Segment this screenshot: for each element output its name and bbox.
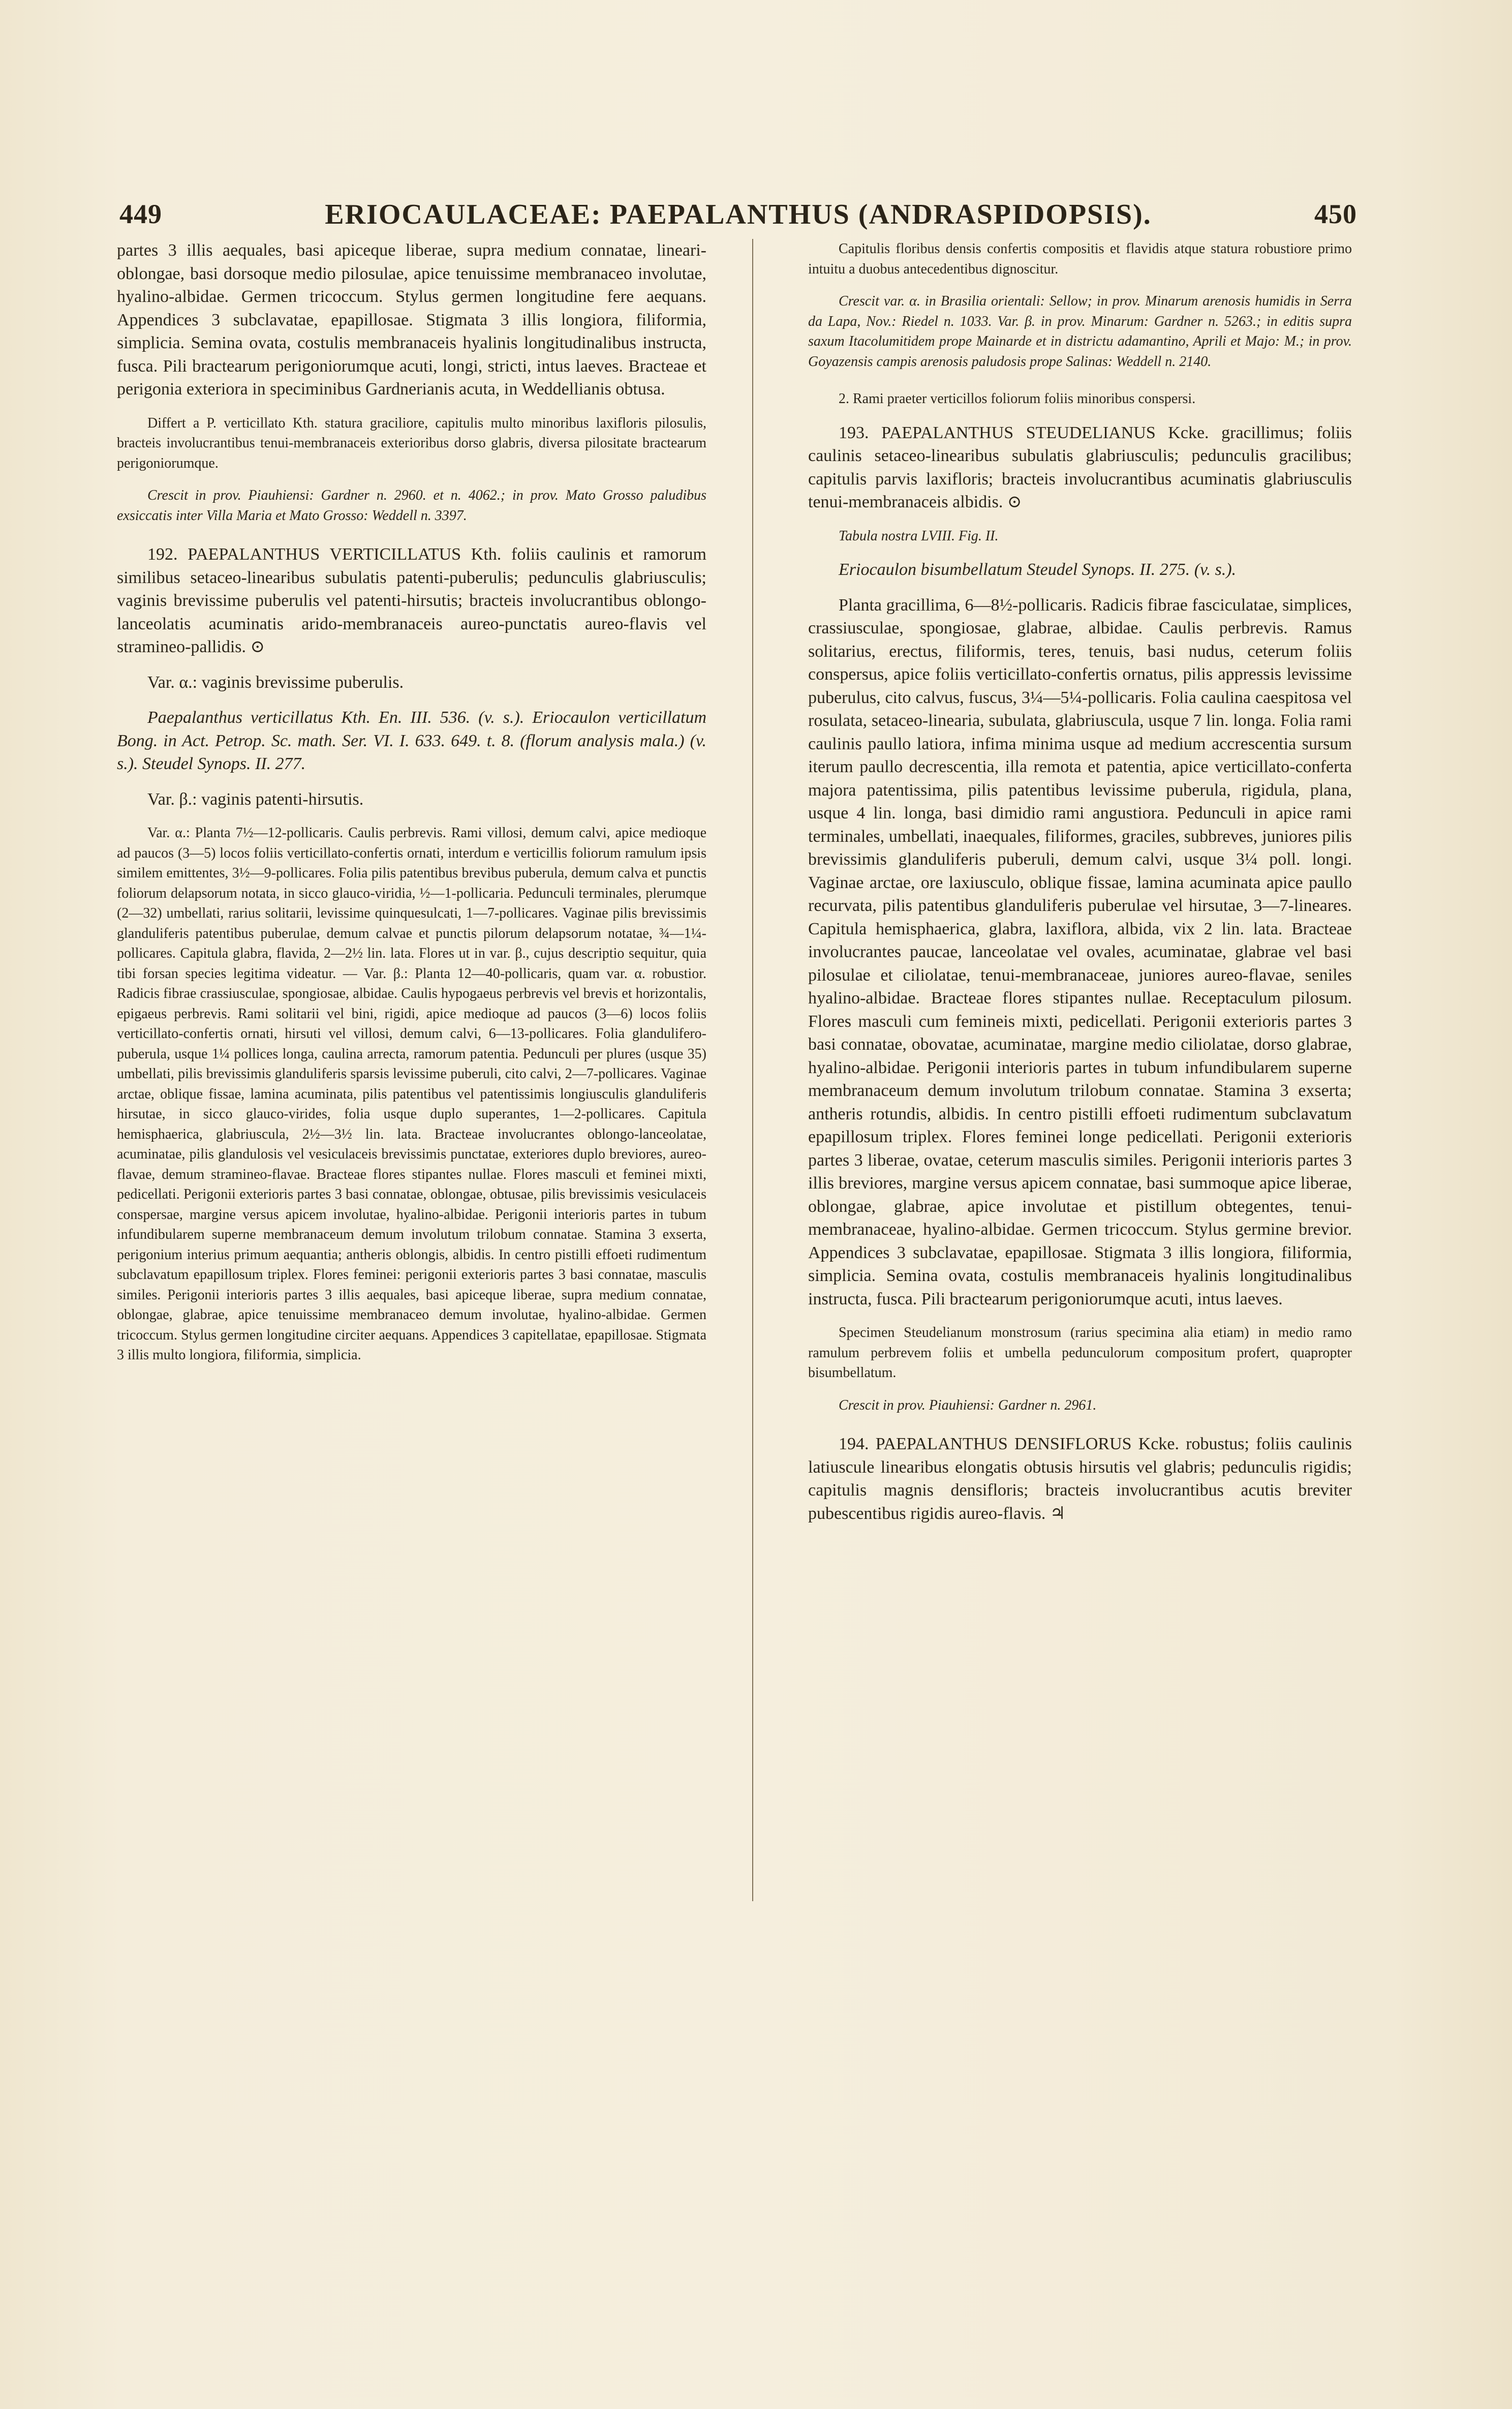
species-heading: 194. PAEPALANTHUS DENSIFLORUS Kcke. robustus; foliis caulinis latiuscule linearibus elongatis obtusis hirsutis vel glabris; pedunculis rigidis; capitulis magnis densifloris; bracteis involucrantibus acutis breviter pubescentibus rigidis aureo-flavis. ♃ [808,1435,1352,1523]
species-heading: 192. PAEPALANTHUS VERTICILLATUS Kth. foliis caulinis et ramorum similibus setaceo-linearibus subulatis patenti-puberulis; pedunculis glabriusculis; vaginis brevissime puberulis vel patenti-hirsutis; bracteis involucrantibus oblongo-lanceolatis acuminatis arido-membranaceis aureo-punctatis aureo-flavis vel stramineo-pallidis. ⊙ [117,545,706,656]
column-divider [752,239,753,1901]
paragraph: Crescit in prov. Piauhiensi: Gardner n. 2960. et n. 4062.; in prov. Mato Grosso paludibus exsiccatis inter Villa Maria et Mato Grosso: Weddell n. 3397. [117,487,706,524]
description: Var. α.: Planta 7½—12-pollicaris. Caulis perbrevis. Rami villosi, demum calvi, apice medioque ad paucos (3—5) locos foliis verticillato-confertis ornati, interdum e verticillis foliorum ramulum ipsis similem emittentes, 3½—9-pollicares. Folia pilis patentibus brevibus puberula, demum calva et punctis foliorum delapsorum notata, in sicco glauco-viridia, ½—1-pollicaria. Pedunculi terminales, plerumque (2—32) umbellati, rarius solitarii, levissime quinquesulcati, 1—7-pollicares. Vaginae pilis brevissimis glanduliferis patentibus puberulae, demum calvae et punctis pilorum delapsorum notatae, ¾—1¼-pollicares. Capitula glabra, flavida, 2—2½ lin. lata. Flores ut in var. β., cujus descriptio sequitur, quia tibi forsan species legitima videatur. — Var. β.: Planta 12—40-pollicaris, quam var. α. robustior. Radicis fibrae crassiusculae, spongiosae, albidae. Caulis hypogaeus perbrevis vel brevis et horizontalis, epigaeus perbrevis. Rami solitarii vel bini, rigidi, apice medioque ad paucos (3—6) locos foliis verticillato-confertis ornati, hirsuti vel villosi, demum calvi, 6—13-pollicares. Folia glandulifero-puberula, usque 1¼ pollices longa, caulina arrecta, ramorum patentia. Pedunculi per plures (usque 35) umbellati, pilis brevissimis glanduliferis sparsis levissime puberuli, cito calvi, 2—7-pollicares. Vaginae arctae, oblique fissae, lamina acuminata, pilis patentibus vel patentissimis longiusculis glanduliferis hirsutae, in sicco glauco-virides, folia usque duplo superantes, 1—2-pollicares. Capitula hemisphaerica, glabriuscula, 2½—3½ lin. lata. Bracteae involucrantes oblongo-lanceolatae, acuminatae, pilis glandulosis vel vesiculaceis brevissimis punctatae, exteriores duplo breviores, aureo-flavae, demum stramineo-flavae. Bracteae flores stipantes nullae. Flores masculi et feminei mixti, pedicellati. Perigonii exterioris partes 3 basi connatae, oblongae, obtusae, pilis brevissimis vesiculaceis conspersae, margine versus apicem involutae, hyalino-albidae. Perigonii interioris partes in tubum infundibularem superne membranaceum demum involutum trilobum connatae. Stamina 3 exserta, perigonium interius primum aequantia; antheris oblongis, albidis. In centro pistilli effoeti rudimentum subclavatum epapillosum triplex. Flores feminei: perigonii exterioris partes 3 basi connatae, masculis similes. Perigonii interioris partes 3 illis aequales, basi apiceque liberae, supra medium connatae, oblongae, glabrae, apice tenuissime membranaceo demum involutae, hyalino-albidae. Germen tricoccum. Stylus germen longitudine circiter aequans. Appendices 3 capitellatae, epapillosae. Stigmata 3 illis multo longiora, filiformia, simplicia. [117,825,706,1363]
citation: Eriocaulon bisumbellatum Steudel Synops. II. 275. (v. s.). [839,560,1237,579]
paragraph: Specimen Steudelianum monstrosum (rarius specimina alia etiam) in medio ramo ramulum perbrevem foliis et umbella pedunculorum compositum profert, quapropter bisumbellatum. [808,1325,1352,1381]
paragraph: Var. α.: vaginis brevissime puberulis. [147,673,404,692]
paragraph: partes 3 illis aequales, basi apiceque liberae, supra medium connatae, lineari-oblongae, basi dorsoque medio pilosulae, apice tenuissime membranaceo involutae, hyalino-albidae. Germen tricoccum. Stylus germen longitudine fere aequans. Appendices 3 subclavatae, epapillosae. Stigmata 3 illis longiora, filiformia, simplicia. Semina ovata, costulis membranaceis hyalinis longitudinalibus instructa, fusca. Pili bractearum perigoniorumque acuti, longi, stricti, intus laeves. Bracteae et perigonia exteriora in speciminibus Gardnerianis acuta, in Weddellianis obtusa. [117,241,706,399]
running-header [119,198,1357,244]
left-column [117,239,706,1378]
paragraph: Differt a P. verticillato Kth. statura graciliore, capitulis multo minoribus laxifloris pilosulis, bracteis involucrantibus tenui-membranaceis exterioribus dorso glabris, diversa pilositate bractearum perigoniorumque. [117,415,706,471]
citation: Crescit var. α. in Brasilia orientali: Sellow; in prov. Minarum arenosis humidis in Serra da Lapa, Nov.: Riedel n. 1033. Var. β. in prov. Minarum: Gardner n. 5263.; in editis supra saxum Itacolumitidem prope Mainarde et in districtu adamantino, Aprili et Majo: M.; in prov. Goyazensis campis arenosis paludosis prope Salinas: Weddell n. 2140. [808,293,1352,370]
citation: Tabula nostra LVIII. Fig. II. [839,528,999,544]
citation: Crescit in prov. Piauhiensi: Gardner n. 2961. [839,1397,1097,1413]
paragraph: Capitulis floribus densis confertis compositis et flavidis atque statura robustiore primo intuitu a duobus antecedentibus dignoscitur. [808,241,1352,277]
species-heading: 193. PAEPALANTHUS STEUDELIANUS Kcke. gracillimus; foliis caulinis setaceo-linearibus subulatis glabriusculis; pedunculis gracilibus; capitulis parvis laxifloris; bracteis involucrantibus acuminatis glabriusculis tenui-membranaceis albidis. ⊙ [808,423,1352,511]
running-title: ERIOCAULACEAE: PAEPALANTHUS (ANDRASPIDOPSIS). [325,199,1152,230]
paragraph: 2. Rami praeter verticillos foliorum foliis minoribus conspersi. [839,391,1196,407]
paragraph: Var. β.: vaginis patenti-hirsutis. [147,789,364,809]
page-number-left: 449 [119,199,162,229]
citation: Paepalanthus verticillatus Kth. En. III. 536. (v. s.). Eriocaulon verticillatum Bong. in Act. Petrop. Sc. math. Ser. VI. I. 633. 649. t. 8. (florum analysis mala.) (v. s.). Steudel Synops. II. 277. [117,708,706,773]
page-number-right: 450 [1314,199,1357,229]
right-column [808,239,1352,1537]
description: Planta gracillima, 6—8½-pollicaris. Radicis fibrae fasciculatae, simplices, crassiusculae, spongiosae, glabrae, albidae. Caulis perbrevis. Ramus solitarius, erectus, filiformis, teres, tenuis, basi nudus, ceterum foliis conspersus, apice foliis verticillato-confertis ornatus, pilis appressis levissime puberulus, cito calvus, fuscus, 3¼—5¼-pollicaris. Folia caulina caespitosa vel rosulata, setaceo-linearia, subulata, glabriuscula, usque 7 lin. longa. Folia rami caulinis paullo latiora, infima minima usque ad medium accrescentia sursum iterum paullo decrescentia, illa remota et patentia, apice verticillato-conferta majora patentissima, pilis patentibus levissime puberula, rigidula, plana, usque 4 lin. longa, basi dimidio rami angustiora. Pedunculi in apice rami terminales, umbellati, inaequales, filiformes, graciles, subbreves, juniores pilis brevissimis glanduliferis puberuli, demum calvi, usque 3¼ poll. longi. Vaginae arctae, ore laxiusculo, oblique fissae, lamina acuminata apice paullo recurvata, pilis patentibus glanduliferis puberulae vel hirsutae, 3—7-lineares. Capitula hemisphaerica, glabra, laxiflora, albida, vix 2 lin. lata. Bracteae involucrantes paucae, lanceolatae vel ovales, acuminatae, glabrae vel basi pilosulae et ciliolatae, tenui-membranaceae, juniores aureo-flavae, seniles hyalino-albidae. Bracteae flores stipantes nullae. Receptaculum pilosum. Flores masculi cum femineis mixti, pedicellati. Perigonii exterioris partes 3 basi connatae, obovatae, acuminatae, margine medio ciliolatae, dorso glabrae, hyalino-albidae. Perigonii interioris partes in tubum infundibularem superne membranaceum demum involutum trilobum connatae. Stamina 3 exserta; antheris rotundis, albidis. In centro pistilli effoeti rudimentum subclavatum epapillosum triplex. Flores feminei longe pedicellati. Perigonii exterioris partes 3 liberae, ovatae, ceterum masculis similes. Perigonii interioris partes 3 illis breviores, margine versus apicem connatae, basi summoque apice liberae, oblongae, glabrae, apice involutae et pistillum obtegentes, tenui-membranaceae, hyalino-albidae. Germen tricoccum. Stylus germine brevior. Appendices 3 subclavatae, epapillosae. Stigmata 3 illis longiora, filiformia, simplicia. Semina ovata, costulis membranaceis hyalinis longitudinalibus instructa, fusca. Pili bractearum perigoniorumque acuti, intus laeves. [808,595,1352,1308]
